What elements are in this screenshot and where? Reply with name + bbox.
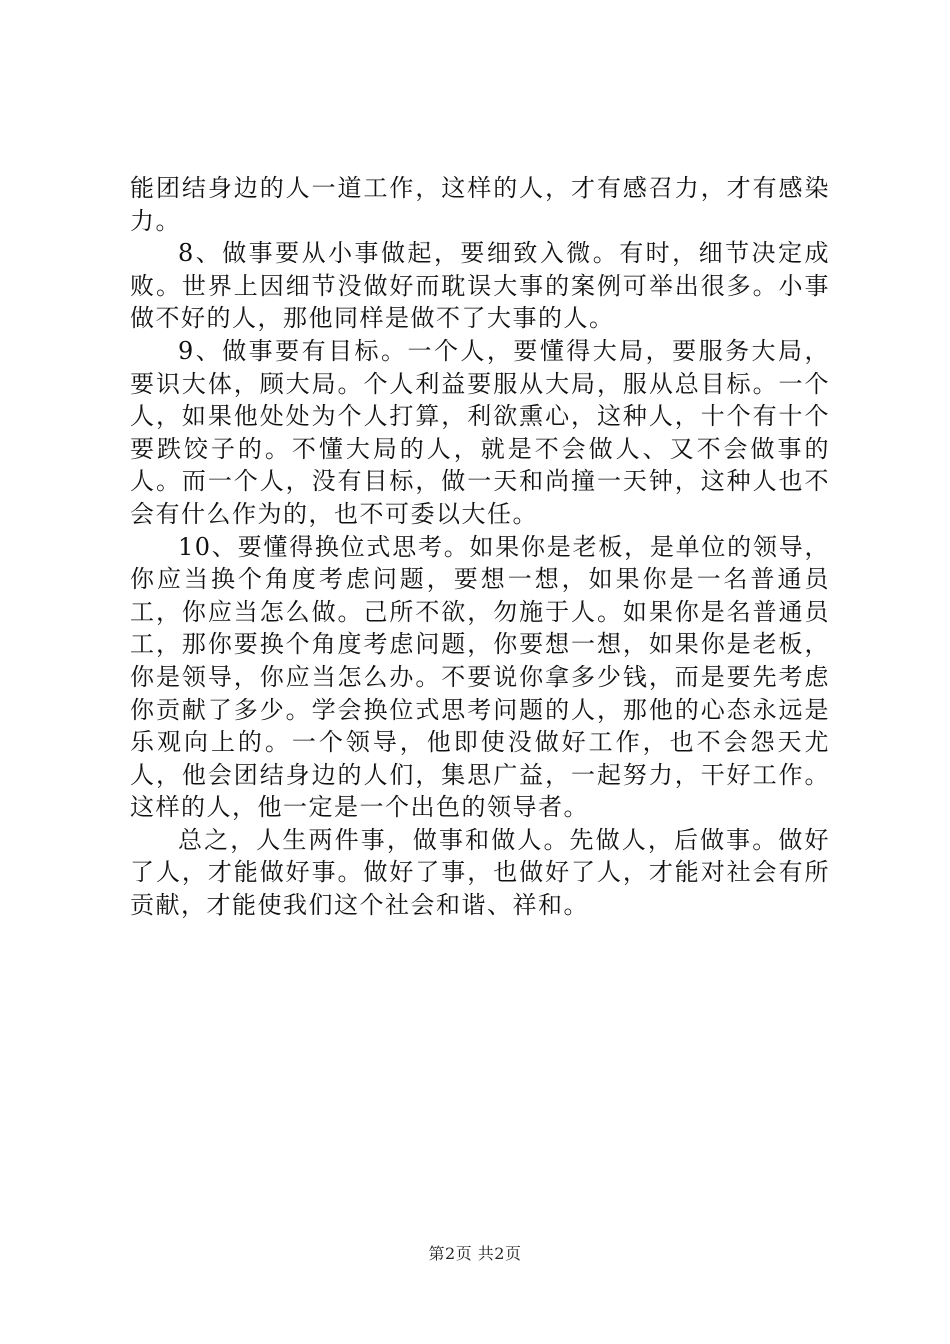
paragraph-item-8: 8、做事要从小事做起，要细致入微。有时，细节决定成败。世界上因细节没做好而耽误大事的案例可举出很多。小事做不好的人，那他同样是做不了大事的人。: [130, 239, 830, 333]
page-footer: 第2页 共2页: [428, 1244, 522, 1263]
paragraph-item-9: 9、做事要有目标。一个人，要懂得大局，要服务大局，要识大体，顾大局。个人利益要服从大局，服从总目标。一个人，如果他处处为个人打算，利欲熏心，这种人，十个有十个要跌饺子的。不懂大局的人，就是不会做人、又不会做事的人。而一个人，没有目标，做一天和尚撞一天钟，这种人也不会有什么作为的，也不可委以大任。: [130, 336, 830, 528]
document-body: [130, 172, 830, 922]
paragraph-conclusion: 总之，人生两件事，做事和做人。先做人，后做事。做好了人，才能做好事。做好了事，也做好了人，才能对社会有所贡献，才能使我们这个社会和谐、祥和。: [130, 825, 830, 920]
paragraph-continued: 能团结身边的人一道工作，这样的人，才有感召力，才有感染力。: [130, 174, 830, 235]
paragraph-item-10: 10、要懂得换位式思考。如果你是老板，是单位的领导，你应当换个角度考虑问题，要想一想，如果你是一名普通员工，你应当怎么做。己所不欲，勿施于人。如果你是名普通员工，那你要换个角度考虑问题，你要想一想，如果你是老板，你是领导，你应当怎么办。不要说你拿多少钱，而是要先考虑你贡献了多少。学会换位式思考问题的人，那他的心态永远是乐观向上的。一个领导，他即使没做好工作，也不会怨天尤人，他会团结身边的人们，集思广益，一起努力，干好工作。这样的人，他一定是一个出色的领导者。: [130, 532, 830, 822]
